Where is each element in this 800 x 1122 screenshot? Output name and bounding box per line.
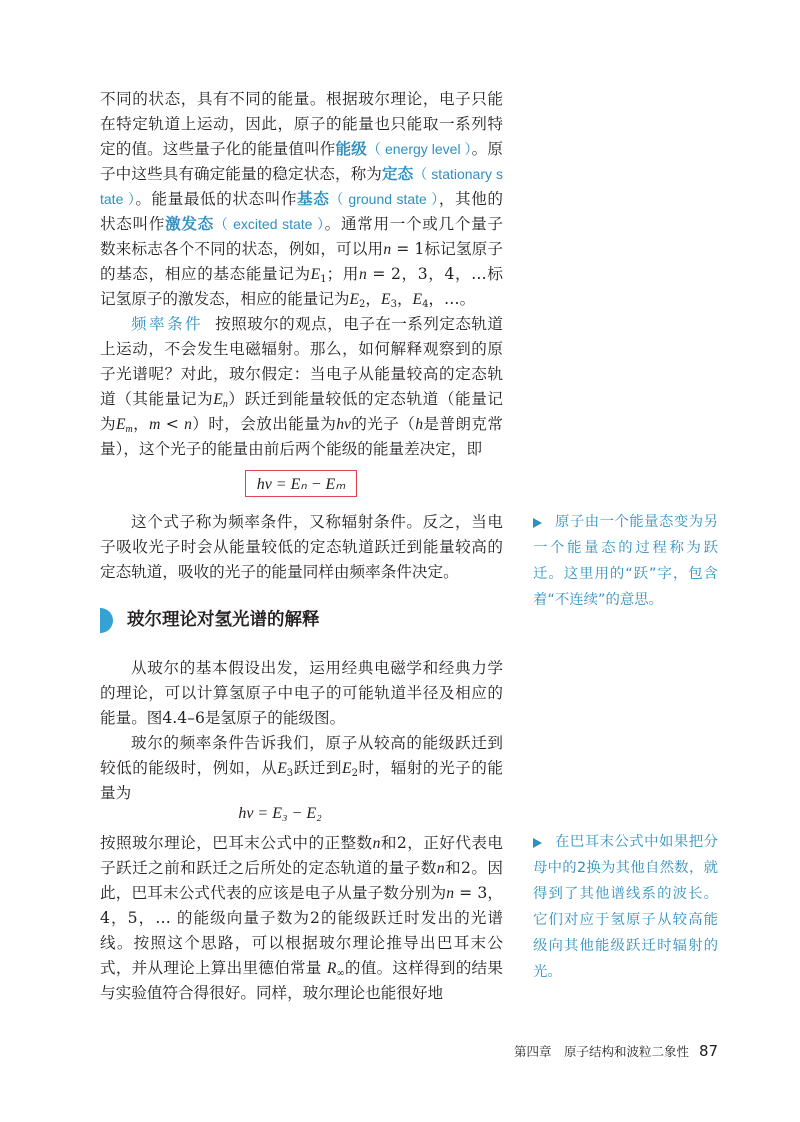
margin-note-text: 在巴耳末公式中如果把分母中的2换为其他自然数，就得到了其他谱线系的波长。它们对应于氢原子从较高能级向其他能级跃迁时辐射的光。 — [533, 834, 718, 980]
text: ；用 — [326, 265, 359, 283]
text: 。通常用一个或几个量子数来标志各个不同的状态，例如，可以用 — [100, 215, 503, 258]
text: 按照玻尔的观点，电子在一系列定态轨道上运动，不会发生电磁辐射。那么，如何解释观察到的原子光谱呢？对此，玻尔假定：当电子从能量较高的定态轨道（其能量记为 — [100, 315, 503, 408]
math-variable: n — [184, 416, 192, 433]
subscript: m — [125, 424, 133, 435]
paragraph-bohr-assumptions: 从玻尔的基本假设出发，运用经典电磁学和经典力学的理论，可以计算氢原子中电子的可能轨道半径及相应的能量。图4.4–6是氢原子的能级图。 — [100, 659, 503, 727]
paragraph-energy-levels — [100, 87, 503, 312]
text: = 3，4，5，… 的能级向量子数为2的能级跃迁时发出的光谱线。按照这个思路，可以根据玻尔理论推导出巴耳末公式，并从理论上算出里德伯常量 — [100, 884, 503, 977]
math-variable: E — [412, 291, 423, 308]
math-variable: E — [310, 266, 321, 283]
text: 跃迁到 — [293, 759, 343, 777]
english-term: （ stationary state ） — [100, 166, 503, 207]
run-in-heading: 频率条件 — [131, 315, 204, 333]
math-variable: n — [446, 885, 455, 902]
triangle-bullet-icon — [533, 838, 542, 848]
math-variable: E — [342, 760, 352, 777]
term-ground-state: 基态 — [297, 190, 330, 208]
text: ，…。 — [428, 290, 476, 308]
text: ， — [132, 415, 150, 433]
math-variable: n — [436, 860, 445, 877]
subscript: n — [222, 399, 228, 410]
subscript: 4 — [422, 299, 429, 310]
math-variable: R — [326, 960, 337, 977]
text: 不同的状态，具有不同的能量。根据玻尔理论，电子只能在特定轨道上运动，因此，原子的能量也只能取一系列特定的值。这些量子化的能量值叫作 — [100, 90, 503, 158]
paragraph-radiation-condition: 这个式子称为频率条件，又称辐射条件。反之，当电子吸收光子时会从能量较低的定态轨道跃迁到能量较高的定态轨道，吸收的光子的能量同样由频率条件决定。 — [100, 513, 503, 581]
subscript: ∞ — [336, 968, 345, 979]
text: 时，辐射的光子的能量为 — [100, 759, 503, 802]
text: = 2，3，4，…标记氢原子的激发态，相应的能量记为 — [100, 265, 503, 308]
section-marker-icon — [100, 608, 113, 633]
triangle-bullet-icon — [533, 518, 542, 528]
text: = 1标记氢原子的基态，相应的基态能量记为 — [100, 240, 503, 283]
text: 和2，正好代表电子跃迁之前和跃迁之后所处的定态轨道的量子数 — [100, 834, 503, 877]
term-stationary-state: 定态 — [381, 165, 414, 183]
text: 的值。这样得到的结果与实验值符合得很好。同样，玻尔理论也能很好地 — [100, 959, 503, 1002]
text: 的光子（ — [350, 415, 416, 433]
text: 。能量最低的状态叫作 — [135, 190, 298, 208]
math-variable: E — [115, 416, 126, 433]
term-energy-level: 能级 — [335, 140, 367, 158]
paragraph-frequency-example — [100, 731, 503, 806]
term-excited-state: 激发态 — [165, 215, 214, 233]
english-term: （ energy level ） — [366, 141, 472, 157]
math-variable: E — [213, 391, 223, 408]
math-variable: h — [415, 416, 424, 433]
math-variable: m — [149, 416, 161, 433]
subscript: 2 — [359, 299, 366, 310]
frequency-condition-equation: hν = Eₙ − Eₘ — [245, 470, 357, 497]
text: < — [160, 415, 185, 433]
margin-note-text: 原子由一个能量态变为另一个能量态的过程称为跃迁。这里用的“跃”字，包含着“不连续”的意思。 — [533, 514, 718, 608]
text: ，其他的状态叫作 — [100, 190, 503, 233]
margin-note-balmer — [533, 829, 718, 985]
page-number: 87 — [699, 1042, 719, 1060]
math-variable: hν — [336, 416, 351, 433]
english-term: （ excited state ） — [213, 216, 325, 232]
page-footer — [514, 1042, 719, 1060]
english-term: （ ground state ） — [329, 191, 439, 207]
text: 和2。因此，巴耳末公式代表的应该是电子从量子数分别为 — [100, 859, 503, 902]
photon-energy-equation: hν = E₃ − E₂ — [238, 805, 322, 822]
text: 玻尔的频率条件告诉我们，原子从较高的能级跃迁到较低的能级时，例如，从 — [100, 734, 503, 777]
paragraph-balmer-derivation — [100, 831, 503, 1006]
chapter-title: 第四章 原子结构和波粒二象性 — [514, 1044, 690, 1059]
text: ， — [365, 290, 382, 308]
section-title: 玻尔理论对氢光谱的解释 — [127, 610, 320, 630]
subscript: 2 — [351, 768, 358, 779]
math-variable: n — [383, 241, 392, 258]
math-variable: E — [277, 760, 287, 777]
text: 按照玻尔理论，巴耳末公式中的正整数 — [100, 834, 373, 852]
math-variable: E — [349, 291, 360, 308]
text: ， — [396, 290, 413, 308]
margin-note-transition — [533, 509, 718, 613]
subscript: 3 — [286, 768, 294, 779]
paragraph-frequency-condition — [100, 312, 503, 462]
text: ）时，会放出能量为 — [191, 415, 337, 433]
text: 。原子中这些具有确定能量的稳定状态，称为 — [100, 140, 503, 183]
text: 是普朗克常量），这个光子的能量由前后两个能级的能量差决定，即 — [100, 415, 503, 458]
math-variable: E — [381, 291, 391, 308]
math-variable: n — [372, 835, 381, 852]
subscript: 3 — [390, 299, 397, 310]
math-variable: n — [358, 266, 367, 283]
text: ）跃迁到能量较低的定态轨道（能量记为 — [100, 390, 503, 433]
subscript: 1 — [320, 274, 327, 285]
